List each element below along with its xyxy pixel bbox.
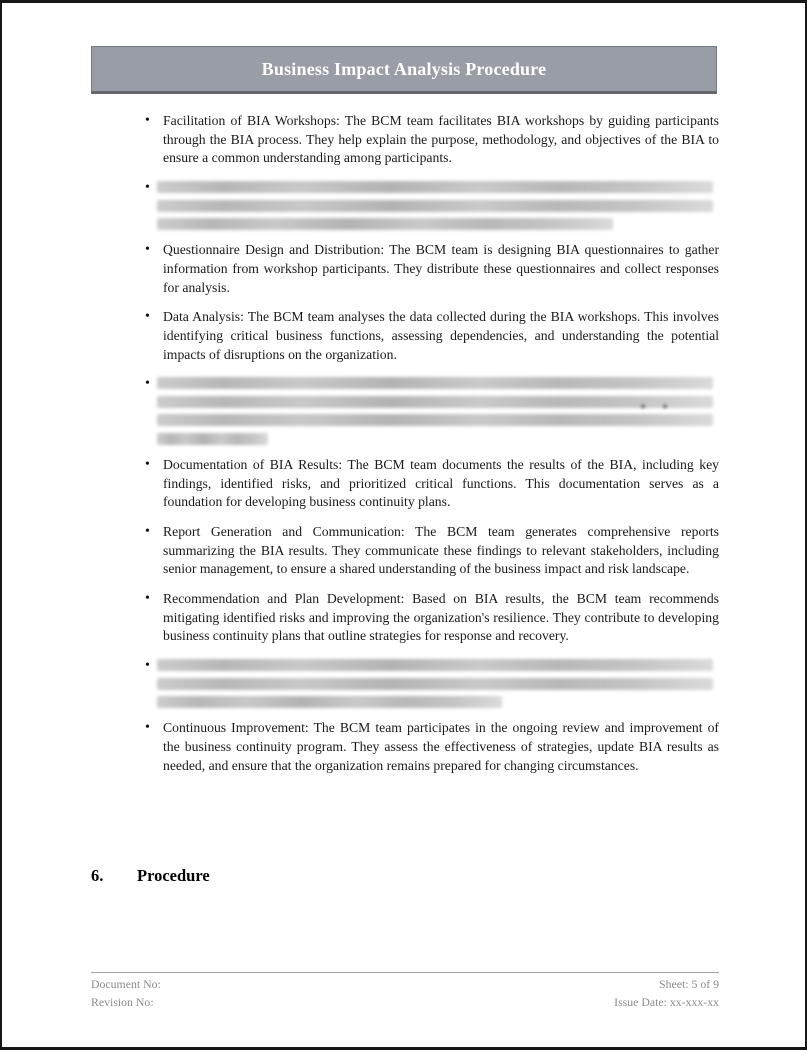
redacted-text-line xyxy=(157,181,713,193)
bullet-item xyxy=(145,456,719,512)
bullet-list xyxy=(91,112,719,775)
bullet-item xyxy=(145,719,719,775)
document-body xyxy=(91,112,719,786)
redacted-text-line xyxy=(157,396,713,408)
footer-right xyxy=(614,976,719,1011)
redacted-text-line xyxy=(157,659,713,671)
bullet-text: Documentation of BIA Results: The BCM team documents the results of the BIA, including key findings, identified risks, and prioritized critical functions. This documentation serves as a foundation for developing business continuity plans. xyxy=(163,456,719,510)
title-banner xyxy=(91,46,717,94)
bullet-item xyxy=(145,590,719,646)
revision-no-label: Revision No: xyxy=(91,994,154,1009)
page-footer xyxy=(91,972,719,1011)
redacted-text-line xyxy=(157,678,713,690)
bullet-item xyxy=(145,523,719,579)
redacted-text-block xyxy=(163,375,719,445)
section-heading xyxy=(91,866,719,886)
redacted-text-line xyxy=(157,200,713,212)
redaction-artifact xyxy=(663,405,667,408)
redacted-text-line xyxy=(157,696,502,708)
redacted-text-line xyxy=(157,218,613,230)
bullet-text: Questionnaire Design and Distribution: The BCM team is designing BIA questionnaires to gather information from workshop participants. They distribute these questionnaires and collect responses for analysis. xyxy=(163,242,719,295)
issue-date-label: Issue Date: xx-xxx-xx xyxy=(614,994,719,1009)
section-title: Procedure xyxy=(137,866,210,885)
document-no-label: Document No: xyxy=(91,977,161,991)
bullet-item-redacted xyxy=(145,179,719,230)
bullet-item xyxy=(145,308,719,364)
bullet-text: Facilitation of BIA Workshops: The BCM team facilitates BIA workshops by guiding participants through the BIA process. They help explain the purpose, methodology, and objectives of the BIA to ensure a common understanding among participants. xyxy=(163,113,719,166)
footer-left xyxy=(91,976,161,1011)
redacted-text-line xyxy=(157,377,713,389)
bullet-item-redacted xyxy=(145,657,719,708)
bullet-text: Continuous Improvement: The BCM team participates in the ongoing review and improvement of the business continuity program. They assess the effectiveness of strategies, update BIA results as needed, and ensure that the organization remains prepared for changing circumstances. xyxy=(163,720,719,773)
page-title: Business Impact Analysis Procedure xyxy=(261,58,547,79)
bullet-item xyxy=(145,241,719,297)
redacted-text-block xyxy=(163,179,719,230)
redacted-text-block xyxy=(163,657,719,708)
redacted-text-line xyxy=(157,433,268,445)
sheet-label: Sheet: 5 of 9 xyxy=(659,977,719,991)
bullet-item xyxy=(145,112,719,168)
redaction-artifact xyxy=(641,405,645,408)
bullet-item-redacted xyxy=(145,375,719,445)
bullet-text: Recommendation and Plan Development: Based on BIA results, the BCM team recommends mitigating identified risks and improving the organization's resilience. They contribute to developing business continuity plans that outline strategies for response and recovery. xyxy=(163,591,719,644)
section-number: 6. xyxy=(91,866,104,885)
redacted-text-line xyxy=(157,414,713,426)
bullet-text: Report Generation and Communication: The BCM team generates comprehensive reports summarizing the BIA results. They communicate these findings to relevant stakeholders, including senior management, to ensure a shared understanding of the business impact and risk landscape. xyxy=(163,523,719,577)
bullet-text: Data Analysis: The BCM team analyses the data collected during the BIA workshops. This involves identifying critical business functions, assessing dependencies, and understanding the potential impacts of disruptions on the organization. xyxy=(163,309,719,362)
